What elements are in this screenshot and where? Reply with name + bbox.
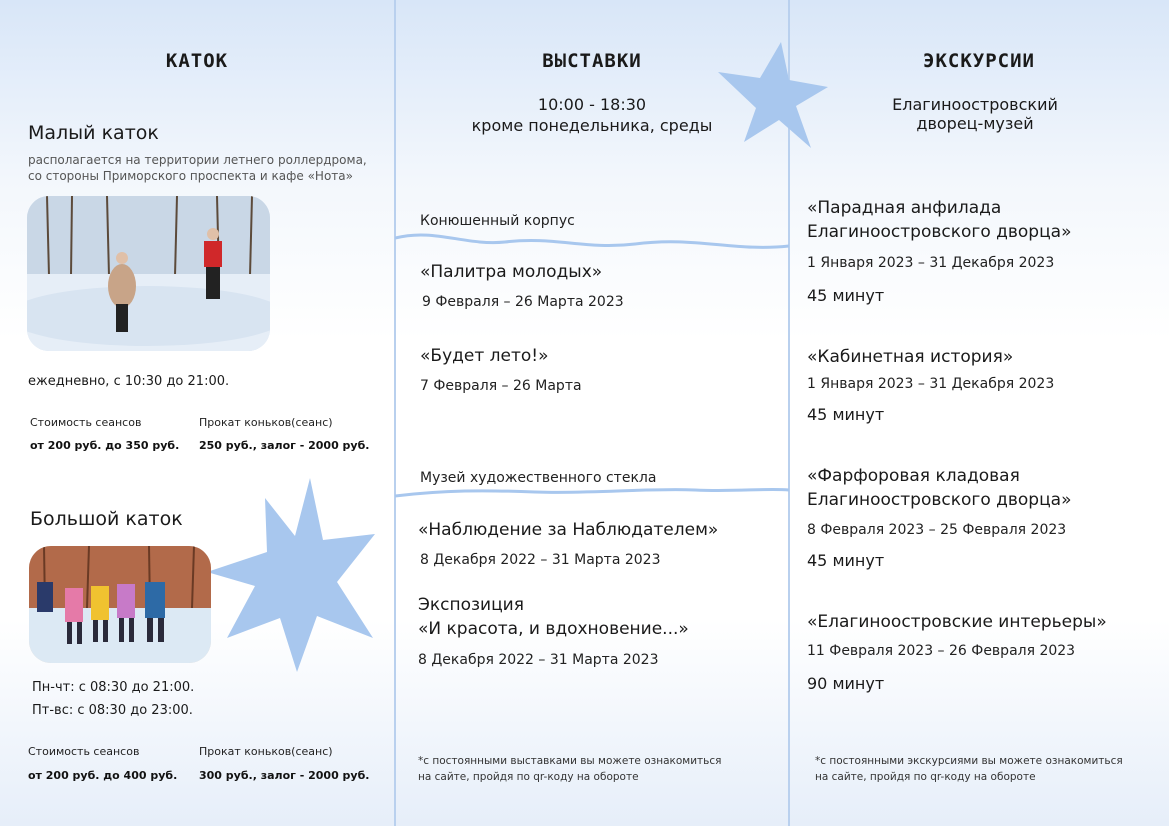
tour-duration-4: 90 минут (807, 674, 885, 693)
big-rink-photo (29, 546, 211, 663)
tours-footnote-line1: *с постоянными экскурсиями вы можете ознакомиться (815, 755, 1123, 767)
section-stable-building: Конюшенный корпус (420, 213, 575, 229)
small-rink-hours: ежедневно, с 10:30 до 21:00. (28, 374, 230, 389)
tour-title-1-line1: «Парадная анфилада (807, 198, 1002, 218)
exhibitions-header: ВЫСТАВКИ (542, 50, 642, 72)
big-rink-rental-label: Прокат коньков(сеанс) (199, 745, 333, 758)
wave-line-bottom (395, 484, 789, 508)
exhibition-date-2: 7 Февраля – 26 Марта (420, 378, 582, 394)
tour-date-3: 8 Февраля 2023 – 25 Февраля 2023 (807, 522, 1067, 538)
tour-duration-1: 45 минут (807, 286, 885, 305)
big-rink-price-label: Стоимость сеансов (28, 745, 140, 758)
small-rink-title: Малый каток (28, 122, 159, 144)
exhibitions-hours-note: кроме понедельника, среды (471, 116, 713, 135)
tour-date-1: 1 Января 2023 – 31 Декабря 2023 (807, 255, 1055, 271)
small-rink-location-line1: располагается на территории летнего роллердрома, (28, 153, 367, 167)
small-rink-price-value: от 200 руб. до 350 руб. (30, 439, 180, 452)
big-rink-hours-weekend: Пт-вс: с 08:30 до 23:00. (32, 703, 193, 718)
small-rink-price-label: Стоимость сеансов (30, 416, 142, 429)
wave-line-top (395, 226, 789, 256)
tour-title-1-line2: Елагиноостровского дворца» (807, 222, 1072, 242)
exhibition-date-1: 9 Февраля – 26 Марта 2023 (422, 294, 624, 310)
tours-venue-line1: Елагиноостровский (892, 95, 1058, 114)
exhibition-title-4-line2: «И красота, и вдохновение...» (418, 619, 689, 639)
tour-title-3-line2: Елагиноостровского дворца» (807, 490, 1072, 510)
rink-header: КАТОК (165, 50, 229, 72)
small-rink-photo (27, 196, 270, 351)
tours-header: ЭКСКУРСИИ (923, 50, 1035, 72)
star-decoration-bottom (205, 478, 377, 672)
exhibitions-hours-time: 10:00 - 18:30 (537, 95, 647, 114)
tour-title-4: «Елагиноостровские интерьеры» (807, 612, 1107, 632)
small-rink-rental-label: Прокат коньков(сеанс) (199, 416, 333, 429)
small-rink-rental-value: 250 руб., залог - 2000 руб. (199, 439, 370, 452)
tours-venue-line2: дворец-музей (916, 114, 1034, 133)
tour-title-2: «Кабинетная история» (807, 347, 1014, 367)
exhibitions-footnote-line2: на сайте, пройдя по qr-коду на обороте (418, 771, 639, 783)
section-glass-museum: Музей художественного стекла (420, 470, 657, 486)
exhibitions-footnote-line1: *с постоянными выставками вы можете ознакомиться (418, 755, 722, 767)
tour-date-2: 1 Января 2023 – 31 Декабря 2023 (807, 376, 1055, 392)
big-rink-price-value: от 200 руб. до 400 руб. (28, 769, 178, 782)
tour-duration-2: 45 минут (807, 405, 885, 424)
exhibition-title-3: «Наблюдение за Наблюдателем» (418, 520, 719, 540)
exhibition-title-2: «Будет лето!» (420, 346, 549, 366)
exhibition-date-4: 8 Декабря 2022 – 31 Марта 2023 (418, 652, 659, 668)
exhibition-title-4-line1: Экспозиция (418, 595, 524, 615)
tour-date-4: 11 Февраля 2023 – 26 Февраля 2023 (807, 643, 1076, 659)
big-rink-rental-value: 300 руб., залог - 2000 руб. (199, 769, 370, 782)
tour-duration-3: 45 минут (807, 551, 885, 570)
big-rink-title: Большой каток (30, 508, 183, 530)
tours-footnote-line2: на сайте, пройдя по qr-коду на обороте (815, 771, 1036, 783)
small-rink-location-line2: со стороны Приморского проспекта и кафе «Нота» (28, 169, 353, 183)
big-rink-hours-weekdays: Пн-чт: с 08:30 до 21:00. (32, 680, 195, 695)
tour-title-3-line1: «Фарфоровая кладовая (807, 466, 1020, 486)
exhibition-date-3: 8 Декабря 2022 – 31 Марта 2023 (420, 552, 661, 568)
exhibition-title-1: «Палитра молодых» (420, 262, 603, 282)
